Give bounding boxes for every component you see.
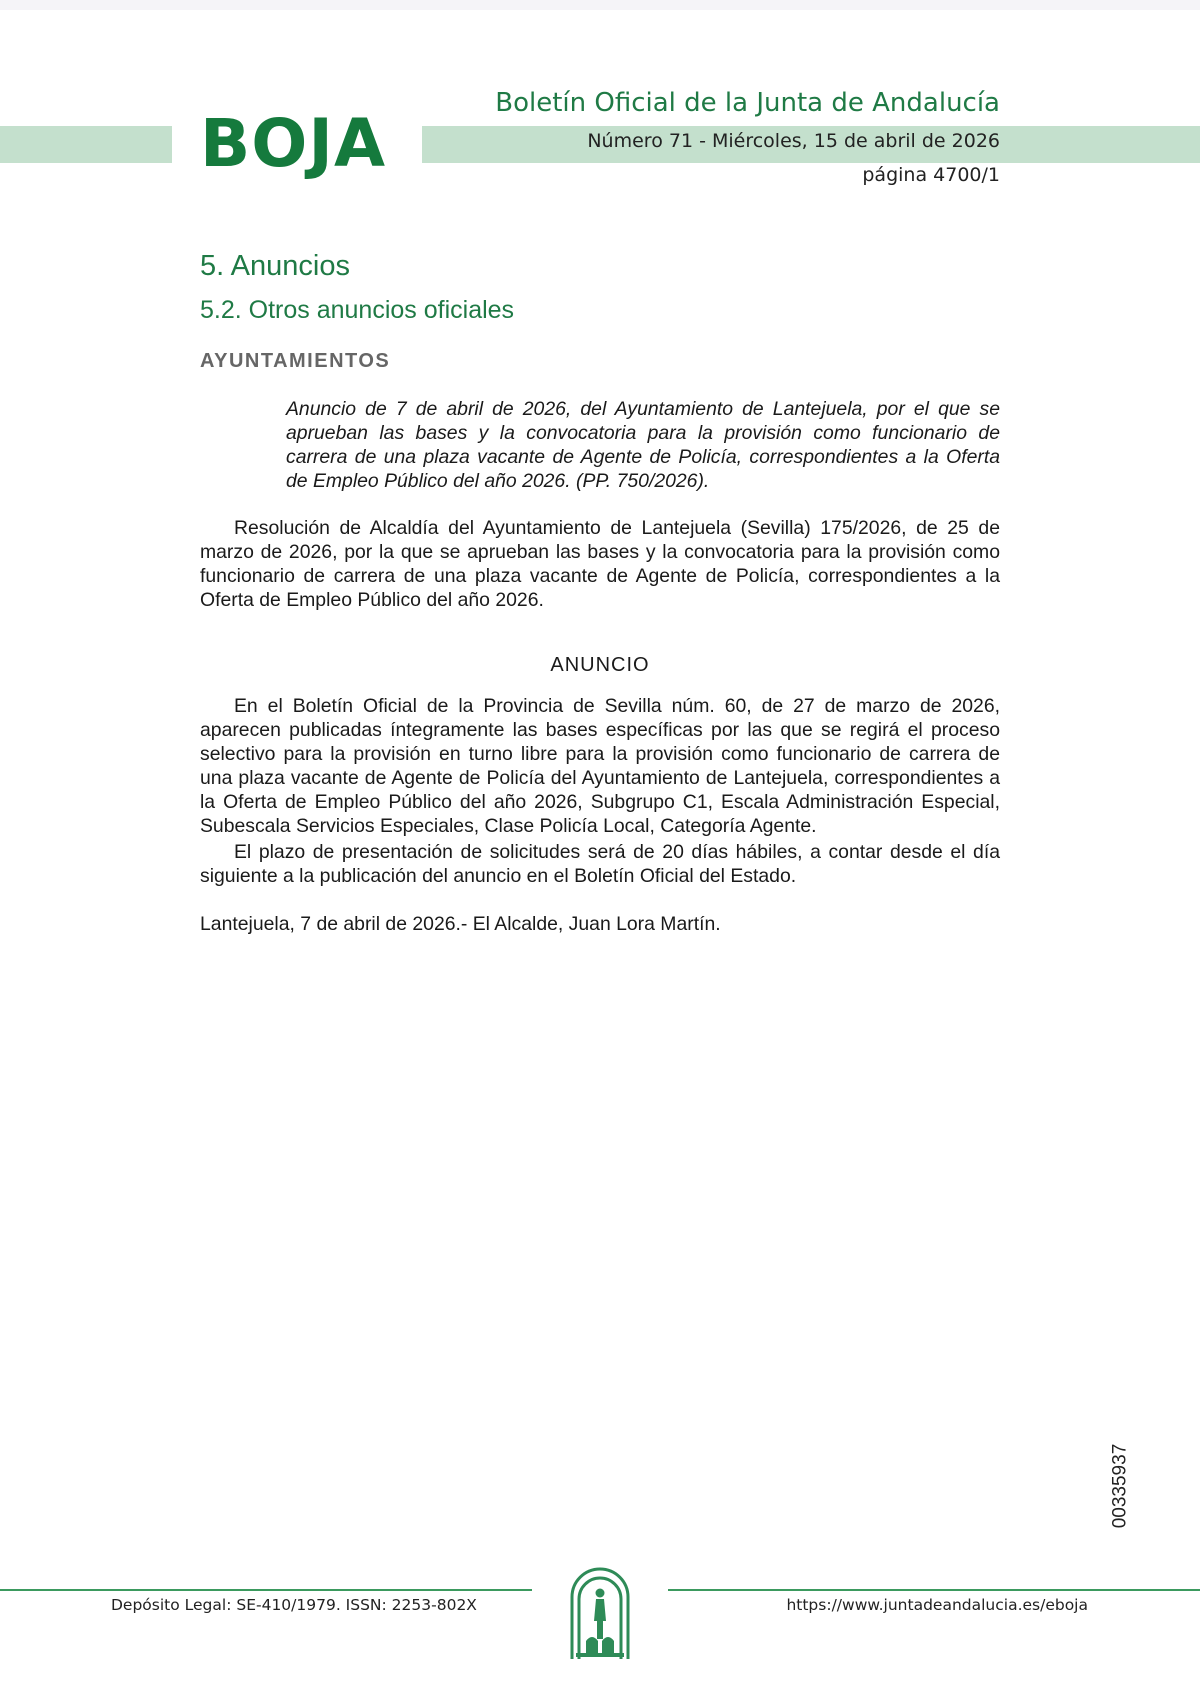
page-number: página 4700/1 bbox=[862, 164, 1000, 186]
legal-deposit: Depósito Legal: SE-410/1979. ISSN: 2253-802X bbox=[111, 1596, 477, 1614]
announcement-summary: Anuncio de 7 de abril de 2026, del Ayuntamiento de Lantejuela, por el que se aprueban las bases y la convocatoria para la provisión como funcionario de carrera de una plaza vacante de Agente de Policía, correspondientes a la Oferta de Empleo Público del año 2026. (PP. 750/2026). bbox=[286, 398, 1000, 492]
anuncio-paragraph-1: En el Boletín Oficial de la Provincia de Sevilla núm. 60, de 27 de marzo de 2026, aparecen publicadas íntegramente las bases específicas por las que se regirá el proceso selectivo para la provisión en turno libre para la provisión como funcionario de carrera de una plaza vacante de Agente de Policía del Ayuntamiento de Lantejuela, correspondientes a la Oferta de Empleo Público del año 2026, Subgrupo C1, Escala Administración Especial, Subescala Servicios Especiales, Clase Policía Local, Categoría Agente. bbox=[200, 695, 1000, 837]
category-heading: AYUNTAMIENTOS bbox=[200, 350, 391, 372]
subsection-title: 5.2. Otros anuncios oficiales bbox=[200, 296, 515, 324]
footer-url-link[interactable]: https://www.juntadeandalucia.es/eboja bbox=[786, 1596, 1088, 1614]
issue-line: Número 71 - Miércoles, 15 de abril de 2026 bbox=[587, 130, 1000, 152]
junta-andalucia-emblem-icon bbox=[566, 1563, 634, 1663]
top-strip bbox=[0, 0, 1200, 10]
resolution-paragraph: Resolución de Alcaldía del Ayuntamiento de Lantejuela (Sevilla) 175/2026, de 25 de marzo de 2026, por la que se aprueban las bases y la convocatoria para la provisión como funcionario de carrera de una plaza vacante de Agente de Policía, correspondientes a la Oferta de Empleo Público del año 2026. bbox=[200, 517, 1000, 611]
anuncio-heading: ANUNCIO bbox=[550, 654, 650, 676]
footer-divider-left bbox=[0, 1589, 532, 1591]
anuncio-paragraph-2: El plazo de presentación de solicitudes será de 20 días hábiles, a contar desde el día siguiente a la publicación del anuncio en el Boletín Oficial del Estado. bbox=[200, 841, 1000, 887]
document-code bbox=[1100, 1436, 1140, 1536]
section-title: 5. Anuncios bbox=[200, 250, 350, 282]
footer-divider-right bbox=[668, 1589, 1200, 1591]
document-code-text: 00335937 bbox=[1109, 1443, 1131, 1529]
bulletin-title: Boletín Oficial de la Junta de Andalucía bbox=[495, 88, 1000, 118]
header-band-left bbox=[0, 126, 172, 163]
signature-line: Lantejuela, 7 de abril de 2026.- El Alcalde, Juan Lora Martín. bbox=[200, 913, 721, 935]
boja-logo: BOJA bbox=[198, 108, 396, 180]
